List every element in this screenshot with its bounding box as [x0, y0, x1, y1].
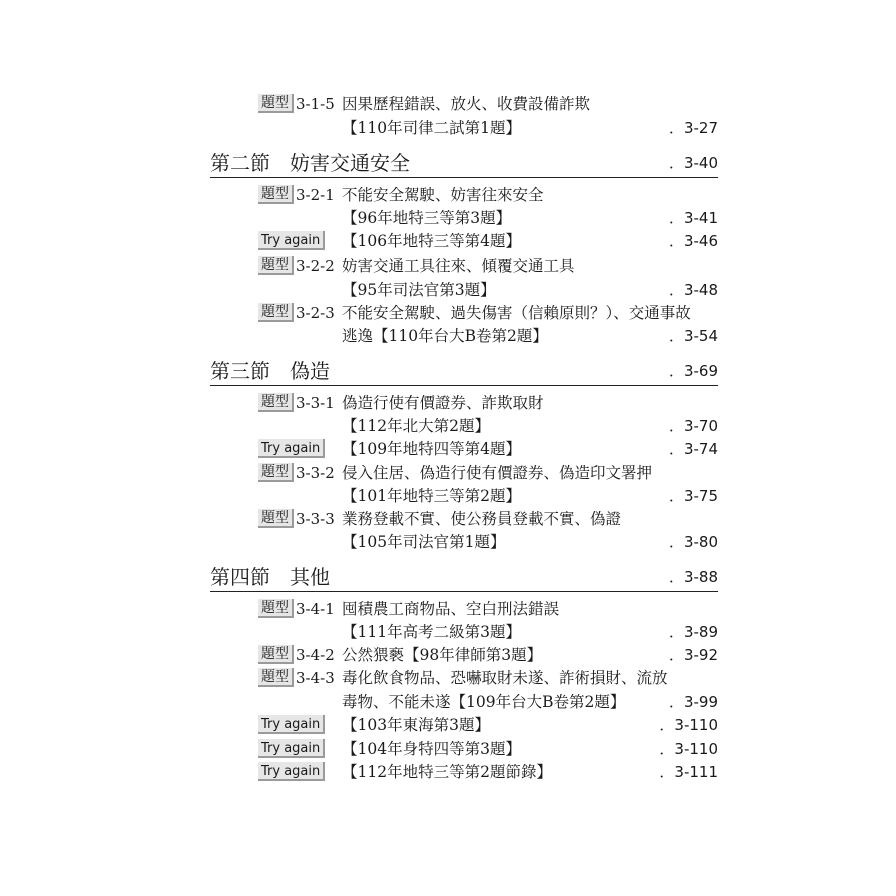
question-type-badge: 題型 [258, 509, 294, 528]
question-code: 3-2-3 [296, 304, 335, 322]
try-again-badge: Try again [258, 715, 325, 734]
entry-title: 毒物、不能未遂【109年台大B卷第2題】 [342, 693, 626, 711]
entry-title: 侵入住居、偽造行使有價證券、偽造印文署押 [342, 464, 653, 482]
entry-title: 妨害交通工具往來、傾覆交通工具 [342, 257, 575, 275]
entry-title: 業務登載不實、使公務員登載不實、偽證 [342, 510, 622, 528]
page-number: ．3-46 [668, 232, 718, 250]
entry-title: 【110年司律二試第1題】 [342, 119, 521, 137]
toc-entry [0, 508, 896, 531]
page-number: ．3-111 [659, 763, 718, 781]
entry-title: 【96年地特三等第3題】 [342, 209, 512, 227]
page-number: ．3-88 [668, 568, 718, 586]
question-type-badge: 題型 [258, 645, 294, 664]
section-underline [210, 591, 718, 592]
section-title: 第三節 偽造 [210, 359, 330, 383]
entry-title: 【109年地特四等第4題】 [342, 440, 521, 458]
question-type-badge: 題型 [258, 94, 294, 113]
page-number: ．3-99 [668, 693, 718, 711]
toc-entry [0, 117, 896, 140]
toc-entry [0, 207, 896, 230]
question-type-badge: 題型 [258, 668, 294, 687]
toc-entry [0, 230, 896, 253]
toc-entry [0, 485, 896, 508]
page-number: ．3-110 [659, 740, 718, 758]
page-number: ．3-69 [668, 362, 718, 380]
entry-title: 毒化飲食物品、恐嚇取財未遂、詐術損財、流放 [342, 669, 668, 687]
entry-title: 不能安全駕駛、妨害往來安全 [342, 186, 544, 204]
toc-entry [0, 184, 896, 207]
toc-entry [0, 761, 896, 784]
entry-title: 【104年身特四等第3題】 [342, 740, 521, 758]
page-number: ．3-27 [668, 119, 718, 137]
page-number: ．3-70 [668, 417, 718, 435]
page-number: ．3-74 [668, 440, 718, 458]
entry-title: 【111年高考二級第3題】 [342, 623, 521, 641]
page-number: ．3-92 [668, 646, 718, 664]
toc-entry [0, 255, 896, 278]
toc-entry [0, 644, 896, 667]
toc-entry [0, 93, 896, 116]
entry-title: 囤積農工商物品、空白刑法錯誤 [342, 600, 560, 618]
entry-title: 【105年司法官第1題】 [342, 533, 506, 551]
question-type-badge: 題型 [258, 303, 294, 322]
try-again-badge: Try again [258, 439, 325, 458]
toc-entry [0, 738, 896, 761]
question-code: 3-2-2 [296, 257, 335, 275]
question-code: 3-4-1 [296, 600, 335, 618]
question-code: 3-1-5 [296, 95, 335, 113]
try-again-badge: Try again [258, 762, 325, 781]
toc-entry [0, 302, 896, 325]
question-code: 3-4-3 [296, 669, 335, 687]
entry-title: 不能安全駕駛、過失傷害（信賴原則？）、交通事故 [342, 304, 691, 322]
entry-title: 【112年北大第2題】 [342, 417, 490, 435]
toc-entry [0, 531, 896, 554]
toc-entry [0, 667, 896, 690]
page-number: ．3-75 [668, 487, 718, 505]
page-number: ．3-80 [668, 533, 718, 551]
page-number: ．3-48 [668, 281, 718, 299]
question-code: 3-3-2 [296, 464, 335, 482]
question-type-badge: 題型 [258, 393, 294, 412]
question-type-badge: 題型 [258, 463, 294, 482]
toc-entry [0, 438, 896, 461]
entry-title: 公然猥褻【98年律師第3題】 [342, 646, 543, 664]
try-again-badge: Try again [258, 231, 325, 250]
toc-entry [0, 415, 896, 438]
toc-entry [0, 462, 896, 485]
page-number: ．3-41 [668, 209, 718, 227]
toc-entry [0, 325, 896, 348]
toc-entry [0, 279, 896, 302]
toc-entry [0, 621, 896, 644]
entry-title: 【106年地特三等第4題】 [342, 232, 521, 250]
section-title: 第二節 妨害交通安全 [210, 151, 410, 175]
question-type-badge: 題型 [258, 599, 294, 618]
question-code: 3-3-1 [296, 394, 335, 412]
toc-entry [0, 691, 896, 714]
entry-title: 【112年地特三等第2題節錄】 [342, 763, 552, 781]
page-number: ．3-110 [659, 716, 718, 734]
toc-entry [0, 714, 896, 737]
entry-title: 偽造行使有價證券、詐欺取財 [342, 394, 544, 412]
section-title: 第四節 其他 [210, 565, 330, 589]
page-number: ．3-40 [668, 154, 718, 172]
entry-title: 【95年司法官第3題】 [342, 281, 496, 299]
question-code: 3-4-2 [296, 646, 335, 664]
question-code: 3-3-3 [296, 510, 335, 528]
entry-title: 【101年地特三等第2題】 [342, 487, 521, 505]
section-underline [210, 177, 718, 178]
page-number: ．3-54 [668, 327, 718, 345]
question-type-badge: 題型 [258, 256, 294, 275]
try-again-badge: Try again [258, 739, 325, 758]
entry-title: 逃逸【110年台大B卷第2題】 [342, 327, 548, 345]
toc-entry [0, 392, 896, 415]
question-code: 3-2-1 [296, 186, 335, 204]
section-heading [0, 563, 896, 593]
entry-title: 因果歷程錯誤、放火、收費設備詐欺 [342, 95, 591, 113]
toc-entry [0, 598, 896, 621]
question-type-badge: 題型 [258, 185, 294, 204]
section-underline [210, 385, 718, 386]
page-number: ．3-89 [668, 623, 718, 641]
section-heading [0, 149, 896, 179]
section-heading [0, 357, 896, 387]
entry-title: 【103年東海第3題】 [342, 716, 490, 734]
